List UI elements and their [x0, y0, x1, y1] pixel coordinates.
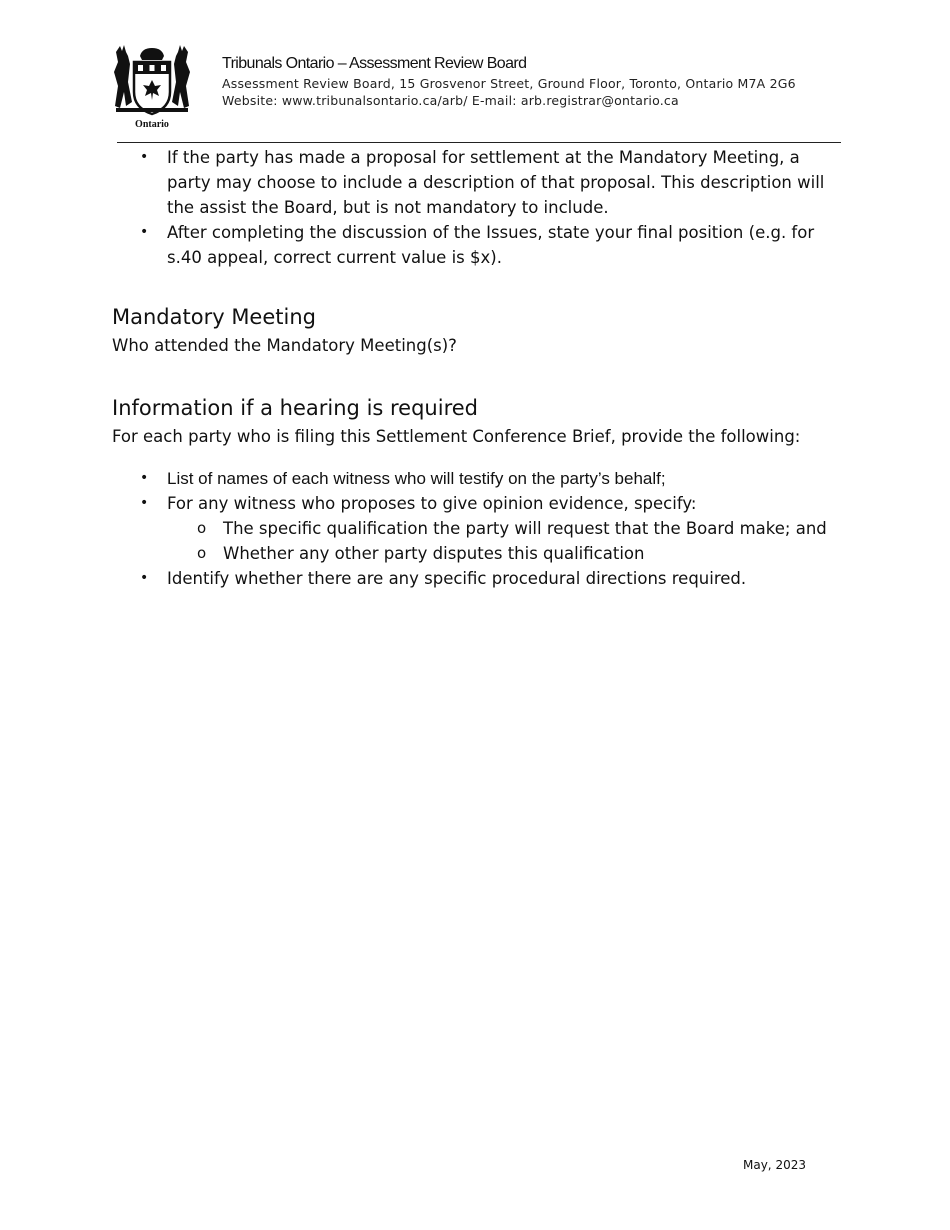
sublist-item [167, 541, 852, 566]
sublist-item [167, 516, 852, 541]
bullet-icon: • [140, 149, 149, 165]
settlement-details-list [112, 145, 842, 270]
circle-bullet-icon: o [197, 519, 207, 537]
header-address: Assessment Review Board, 15 Grosvenor Street, Ground Floor, Toronto, Ontario M7A 2G6 [222, 76, 796, 91]
list-item-text: If the party has made a proposal for settlement at the Mandatory Meeting, a party may choose to include a description of that proposal. This description will the assist the Board, but is not mandatory to include. [167, 148, 825, 217]
bullet-icon: • [140, 470, 149, 486]
witness-sublist [167, 516, 852, 566]
mandatory-meeting-text: Who attended the Mandatory Meeting(s)? [112, 336, 457, 355]
list-item-text: Identify whether there are any specific procedural directions required. [167, 569, 747, 588]
footer-date: May, 2023 [743, 1158, 806, 1172]
bullet-icon: • [140, 224, 149, 240]
circle-bullet-icon: o [197, 544, 207, 562]
sublist-item-text: Whether any other party disputes this qualification [223, 544, 645, 563]
header-title: Tribunals Ontario – Assessment Review Board [222, 55, 527, 72]
bullet-icon: • [140, 495, 149, 511]
hearing-info-list [112, 466, 852, 591]
mandatory-meeting-heading: Mandatory Meeting [112, 305, 316, 329]
header-divider [117, 142, 841, 143]
list-item-text: For any witness who proposes to give opinion evidence, specify: [167, 494, 697, 513]
hearing-info-heading: Information if a hearing is required [112, 396, 479, 420]
list-item [112, 566, 852, 591]
list-item [112, 491, 852, 566]
list-item-text: List of names of each witness who will testify on the party’s behalf; [167, 469, 666, 488]
hearing-info-intro: For each party who is filing this Settlement Conference Brief, provide the following: [112, 427, 801, 446]
logo-wordmark: Ontario [135, 119, 169, 130]
list-item [112, 220, 842, 270]
bullet-icon: • [140, 570, 149, 586]
list-item [112, 145, 842, 220]
ontario-coat-of-arms-logo [112, 42, 192, 132]
list-item-text: After completing the discussion of the Issues, state your final position (e.g. for s.40 appeal, correct current value is $x). [167, 223, 815, 267]
sublist-item-text: The specific qualification the party will request that the Board make; and [223, 519, 827, 538]
list-item [112, 466, 852, 491]
header-contact: Website: www.tribunalsontario.ca/arb/ E-mail: arb.registrar@ontario.ca [222, 93, 679, 108]
